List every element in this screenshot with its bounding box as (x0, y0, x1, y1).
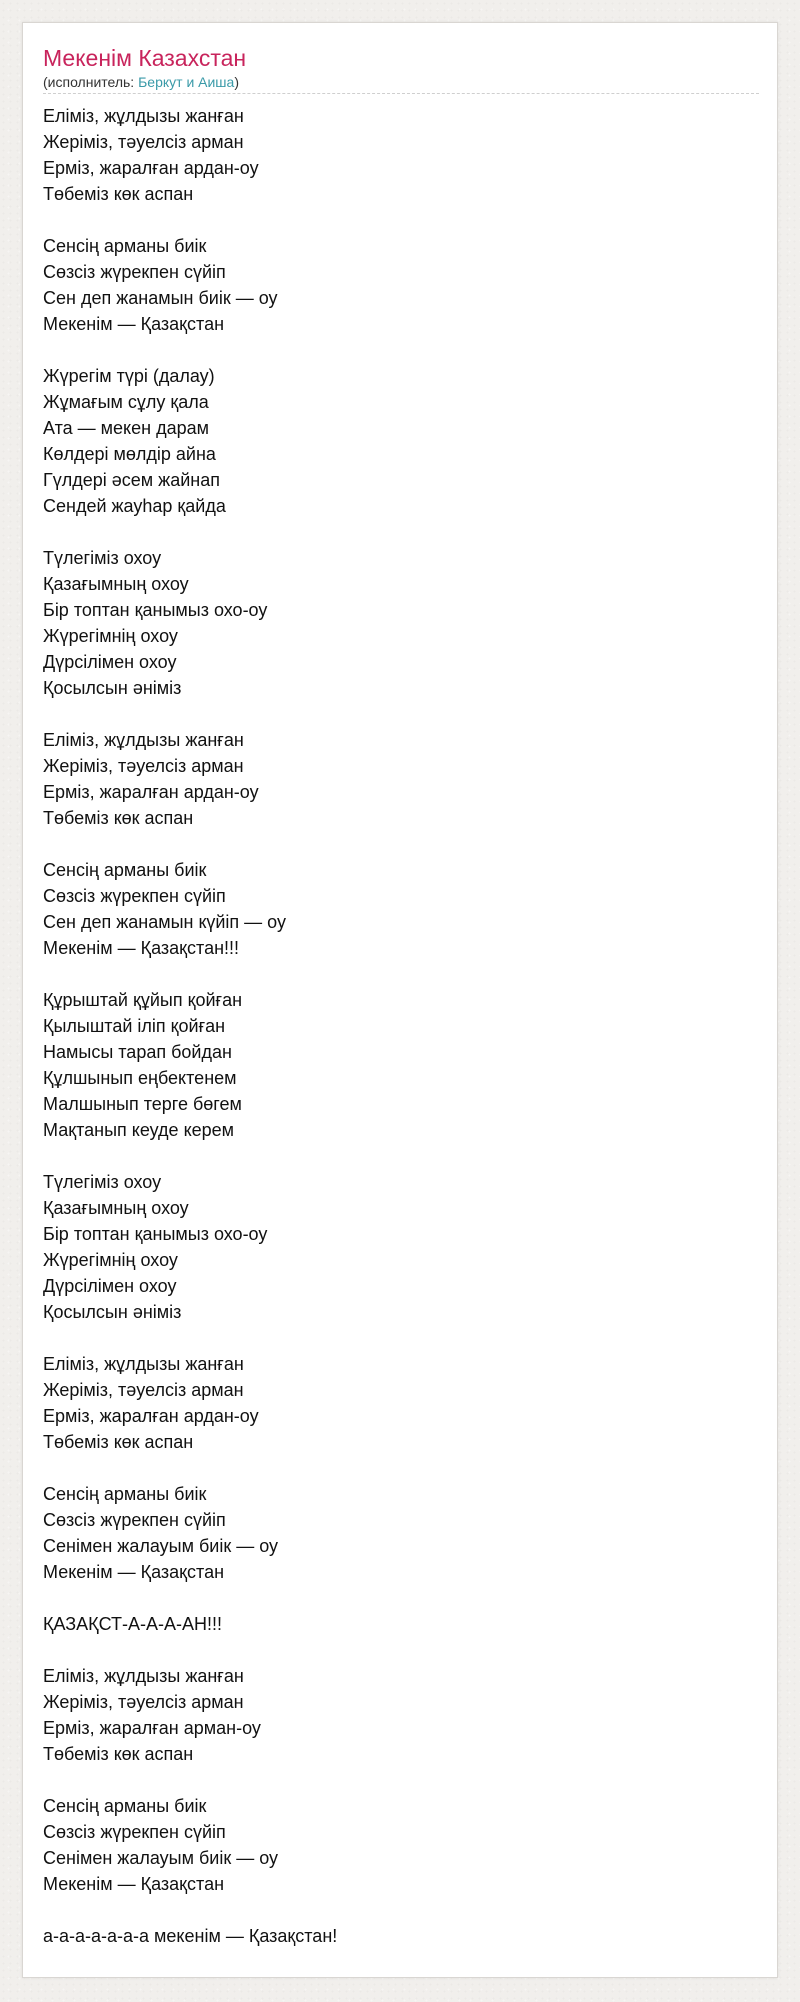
lyric-line: Түлегіміз охоу (43, 548, 162, 568)
lyric-line: Құрыштай құйып қойған (43, 990, 243, 1010)
song-title: Мекенім Казахстан (43, 45, 247, 71)
lyric-line: Жеріміз, тәуелсіз арман (43, 132, 244, 152)
lyrics-card (22, 22, 778, 1978)
stanza-break (43, 1325, 759, 1351)
lyrics-text (43, 103, 759, 1949)
lyric-line: Ерміз, жаралған ардан-оу (43, 158, 259, 178)
lyric-line: Құлшынып еңбектенем (43, 1068, 237, 1088)
lyric-line: Қазағымның охоу (43, 574, 189, 594)
lyric-line: Еліміз, жұлдызы жанған (43, 1354, 244, 1374)
lyric-line: Қосылсын әніміз (43, 678, 182, 698)
lyric-line: Сен деп жанамын биік — оу (43, 288, 278, 308)
lyric-line: Ерміз, жаралған ардан-оу (43, 782, 259, 802)
lyric-line: Сенсің арманы биік (43, 1796, 207, 1816)
song-header (43, 43, 759, 94)
stanza-break (43, 701, 759, 727)
lyric-line: Жүрегімнің охоу (43, 1250, 178, 1270)
lyric-line: Сөзсіз жүрекпен сүйіп (43, 1822, 226, 1842)
lyric-line: Намысы тарап бойдан (43, 1042, 232, 1062)
lyric-line: Мекенім — Қазақстан (43, 314, 225, 334)
stanza-break (43, 519, 759, 545)
lyric-line: Төбеміз көк аспан (43, 184, 194, 204)
lyric-line: Қылыштай іліп қойған (43, 1016, 226, 1036)
lyric-line: ҚАЗАҚСТ-А-А-А-АН!!! (43, 1614, 223, 1634)
lyric-line: Малшынып терге бөгем (43, 1094, 242, 1114)
lyric-line: а-а-а-а-а-а-а мекенім — Қазақстан! (43, 1926, 338, 1946)
lyric-line: Төбеміз көк аспан (43, 1432, 194, 1452)
lyric-line: Жүрегім түрі (далау) (43, 366, 215, 386)
lyric-line: Мекенім — Қазақстан (43, 1874, 225, 1894)
lyric-line: Мекенім — Қазақстан (43, 1562, 225, 1582)
lyric-line: Түлегіміз охоу (43, 1172, 162, 1192)
performer-link[interactable]: Беркут и Аиша (138, 74, 235, 90)
lyric-line: Сенсің арманы биік (43, 1484, 207, 1504)
lyric-line: Жеріміз, тәуелсіз арман (43, 1380, 244, 1400)
lyric-line: Сөзсіз жүрекпен сүйіп (43, 886, 226, 906)
lyric-line: Мақтанып кеуде керем (43, 1120, 235, 1140)
stanza-break (43, 961, 759, 987)
lyric-line: Сөзсіз жүрекпен сүйіп (43, 1510, 226, 1530)
lyric-line: Еліміз, жұлдызы жанған (43, 1666, 244, 1686)
lyric-line: Гүлдері әсем жайнап (43, 470, 220, 490)
lyric-line: Жұмағым сұлу қала (43, 392, 209, 412)
stanza-break (43, 1637, 759, 1663)
lyric-line: Сөзсіз жүрекпен сүйіп (43, 262, 226, 282)
performer-suffix: ) (234, 74, 239, 90)
lyric-line: Ерміз, жаралған ардан-оу (43, 1406, 259, 1426)
lyric-line: Сенсің арманы биік (43, 860, 207, 880)
performer-prefix: (исполнитель: (43, 74, 139, 90)
stanza-break (43, 1585, 759, 1611)
lyric-line: Мекенім — Қазақстан!!! (43, 938, 240, 958)
lyric-line: Сенімен жалауым биік — оу (43, 1536, 279, 1556)
lyric-line: Бір топтан қанымыз охо-оу (43, 600, 268, 620)
lyric-line: Сенсің арманы биік (43, 236, 207, 256)
stanza-break (43, 207, 759, 233)
lyric-line: Сен деп жанамын күйіп — оу (43, 912, 286, 932)
lyric-line: Дүрсілімен охоу (43, 1276, 177, 1296)
lyric-line: Жүрегімнің охоу (43, 626, 178, 646)
lyric-line: Жеріміз, тәуелсіз арман (43, 1692, 244, 1712)
lyric-line: Көлдері мөлдір айна (43, 444, 216, 464)
stanza-break (43, 1897, 759, 1923)
lyric-line: Ата — мекен дарам (43, 418, 209, 438)
lyric-line: Қазағымның охоу (43, 1198, 189, 1218)
lyric-line: Еліміз, жұлдызы жанған (43, 730, 244, 750)
lyric-line: Қосылсын әніміз (43, 1302, 182, 1322)
lyric-line: Төбеміз көк аспан (43, 1744, 194, 1764)
performer-line (43, 73, 759, 91)
lyric-line: Төбеміз көк аспан (43, 808, 194, 828)
stanza-break (43, 1143, 759, 1169)
stanza-break (43, 831, 759, 857)
lyric-line: Ерміз, жаралған арман-оу (43, 1718, 261, 1738)
lyric-line: Бір топтан қанымыз охо-оу (43, 1224, 268, 1244)
lyric-line: Дүрсілімен охоу (43, 652, 177, 672)
lyric-line: Еліміз, жұлдызы жанған (43, 106, 244, 126)
stanza-break (43, 337, 759, 363)
stanza-break (43, 1455, 759, 1481)
lyric-line: Сенімен жалауым биік — оу (43, 1848, 279, 1868)
lyric-line: Сендей жауһар қайда (43, 496, 226, 516)
stanza-break (43, 1767, 759, 1793)
lyric-line: Жеріміз, тәуелсіз арман (43, 756, 244, 776)
